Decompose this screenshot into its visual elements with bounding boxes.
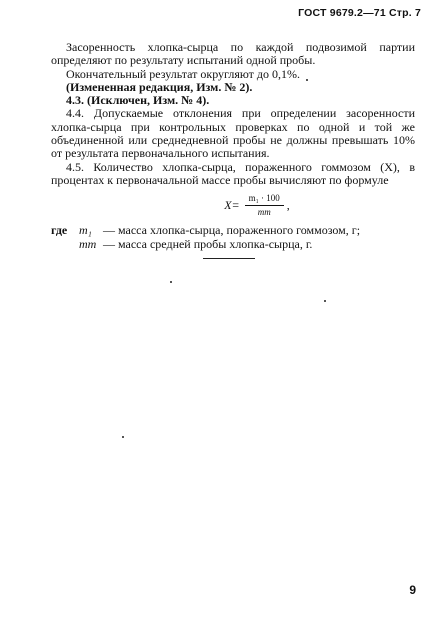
scan-speck [324,300,326,302]
where-var-1: m₁ [79,223,92,238]
paragraph-amendment-2: (Измененная редакция, Изм. № 2). [66,79,253,94]
where-lead: где [51,223,68,238]
where-text-2: — масса средней пробы хлопка-сырца, г. [103,236,313,251]
formula-lhs: X= [224,198,240,213]
formula-denominator: mт [257,207,271,218]
paragraph-4-4: 4.4. Допускаемые отклонения при определении засоренности хлопка-сырца при контрольных проверках по одной и той же объединенной или среднедневной пробы не должны превышать 10% от результата первоначального испытания. [51,106,415,161]
where-text-1: — масса хлопка-сырца, пораженного гоммозом, г; [103,223,361,238]
scan-speck [306,79,308,81]
scan-speck [122,436,124,438]
section-divider [203,258,255,259]
paragraph-sampling: Засоренность хлопка-сырца по каждой подвозимой партии определяют по результату испытаний одной пробы. [51,40,415,68]
where-line-1 [51,224,415,237]
page-number: 9 [409,583,416,597]
where-var-2: mт [79,236,97,251]
formula [99,193,415,218]
scan-speck [170,281,172,283]
formula-numerator: m₁ · 100 [245,193,284,206]
formula-trail: , [286,198,290,213]
paragraph-4-3: 4.3. (Исключен, Изм. № 4). [66,93,210,108]
formula-fraction [245,193,284,218]
paragraph-rounding: Окончательный результат округляют до 0,1%. [66,66,301,81]
where-lead-spacer [51,238,79,251]
where-line-2 [51,238,415,251]
paragraph-4-5: 4.5. Количество хлопка-сырца, пораженного гоммозом (X), в процентах к первоначальной массе пробы вычисляют по формуле [51,159,415,187]
running-header: ГОСТ 9679.2—71 Стр. 7 [298,7,421,19]
document-body [51,41,415,251]
